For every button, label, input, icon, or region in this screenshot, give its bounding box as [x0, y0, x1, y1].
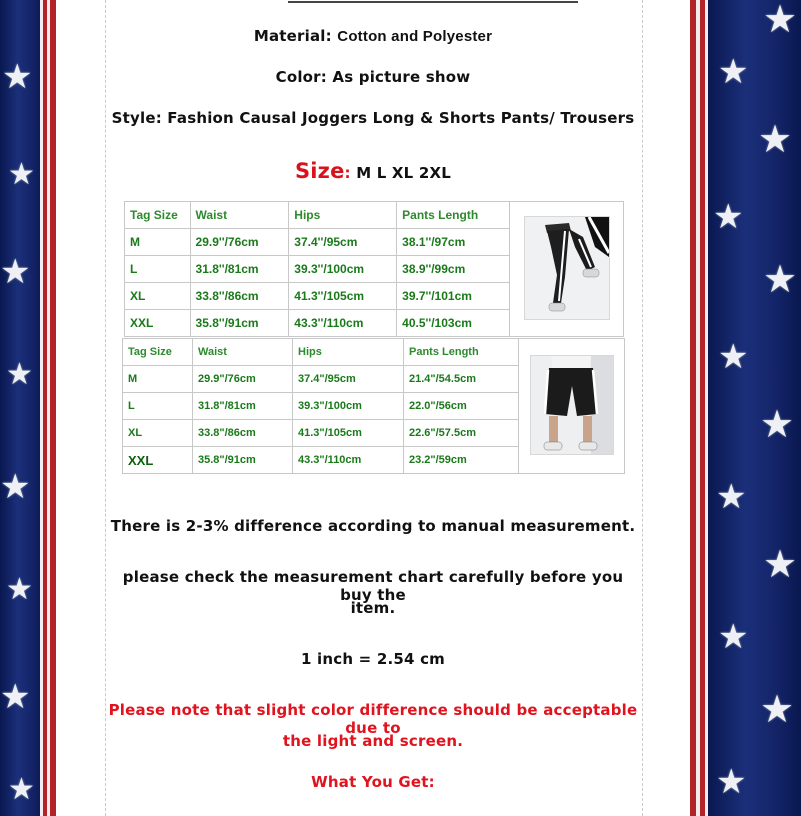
table-header: Tag Size [123, 339, 193, 366]
size-colon: : [344, 164, 351, 182]
table-cell: XL [125, 283, 191, 310]
table-cell: L [123, 393, 193, 420]
table-cell: 37.4"/95cm [293, 366, 404, 393]
size-values: M L XL 2XL [356, 164, 452, 182]
table-cell: 23.2"/59cm [404, 447, 519, 474]
star-icon: ★ [763, 0, 798, 41]
star-icon: ★ [0, 677, 31, 717]
color-difference-note-line2: the light and screen. [282, 732, 464, 750]
table-cell: M [123, 366, 193, 393]
table-cell: 22.6"/57.5cm [404, 420, 519, 447]
table-cell: 37.4''/95cm [289, 229, 397, 256]
table-header: Hips [293, 339, 404, 366]
material-value: Cotton and Polyester [337, 28, 493, 45]
shorts-size-table [122, 338, 625, 474]
star-icon: ★ [760, 402, 795, 446]
table-cell: L [125, 256, 191, 283]
star-icon: ★ [716, 477, 747, 517]
table-cell: 41.3''/105cm [289, 283, 397, 310]
star-icon: ★ [8, 772, 35, 807]
star-icon: ★ [2, 57, 33, 97]
table-cell: 29.9''/76cm [190, 229, 289, 256]
table-header: Tag Size [125, 202, 191, 229]
table-header: Waist [193, 339, 293, 366]
style-line: Style: Fashion Causal Joggers Long & Shorts Pants/ Trousers [111, 109, 635, 127]
table-cell: 38.9''/99cm [397, 256, 510, 283]
color-line: Color: As picture show [275, 68, 471, 86]
star-icon: ★ [6, 572, 33, 607]
material-line [105, 27, 641, 45]
table-cell: XXL [123, 447, 193, 474]
photo-cell [510, 202, 624, 337]
table-cell: 33.8"/86cm [193, 420, 293, 447]
cut-off-line [105, 0, 641, 7]
star-icon: ★ [758, 117, 793, 161]
star-icon: ★ [0, 467, 31, 507]
right-flag-border [708, 0, 801, 816]
table-header: Pants Length [397, 202, 510, 229]
table-cell: 35.8''/91cm [190, 310, 289, 337]
material-label: Material: [253, 27, 332, 45]
measurement-difference-note: There is 2-3% difference according to manual measurement. [110, 517, 636, 535]
table-cell: 41.3"/105cm [293, 420, 404, 447]
table-cell: 38.1''/97cm [397, 229, 510, 256]
table-cell: 43.3''/110cm [289, 310, 397, 337]
table-cell: 31.8''/81cm [190, 256, 289, 283]
star-icon: ★ [8, 157, 35, 192]
star-icon: ★ [760, 687, 795, 731]
left-flag-border [0, 0, 44, 816]
long-pants-photo [524, 216, 610, 320]
table-cell: 43.3"/110cm [293, 447, 404, 474]
star-icon: ★ [718, 337, 749, 377]
size-line [105, 159, 641, 183]
table-cell: 33.8''/86cm [190, 283, 289, 310]
table-cell: 21.4"/54.5cm [404, 366, 519, 393]
long-pants-size-table [124, 201, 624, 337]
table-cell: 39.3''/100cm [289, 256, 397, 283]
star-icon: ★ [713, 197, 744, 237]
photo-cell [519, 339, 625, 474]
what-you-get-heading: What You Get: [311, 773, 435, 791]
table-header: Pants Length [404, 339, 519, 366]
star-icon: ★ [718, 617, 749, 657]
star-icon: ★ [763, 542, 798, 586]
inch-conversion: 1 inch = 2.54 cm [300, 650, 445, 668]
table-cell: 35.8"/91cm [193, 447, 293, 474]
table-cell: 31.8"/81cm [193, 393, 293, 420]
table-cell: XXL [125, 310, 191, 337]
color-difference-note-line1: Please note that slight color difference should be acceptable due to [108, 701, 638, 737]
star-icon: ★ [6, 357, 33, 392]
table-cell: 40.5''/103cm [397, 310, 510, 337]
table-cell: 39.3"/100cm [293, 393, 404, 420]
table-cell: XL [123, 420, 193, 447]
table-header: Hips [289, 202, 397, 229]
check-chart-note-line1: please check the measurement chart carefully before you buy the [122, 568, 624, 604]
check-chart-note-line2: item. [350, 599, 396, 617]
table-cell: M [125, 229, 191, 256]
star-icon: ★ [0, 252, 31, 292]
star-icon: ★ [718, 52, 749, 92]
star-icon: ★ [716, 762, 747, 802]
shorts-photo [530, 355, 614, 455]
table-cell: 39.7''/101cm [397, 283, 510, 310]
size-title: Size [294, 159, 345, 183]
star-icon: ★ [763, 257, 798, 301]
table-cell: 29.9"/76cm [193, 366, 293, 393]
table-cell: 22.0"/56cm [404, 393, 519, 420]
table-header: Waist [190, 202, 289, 229]
